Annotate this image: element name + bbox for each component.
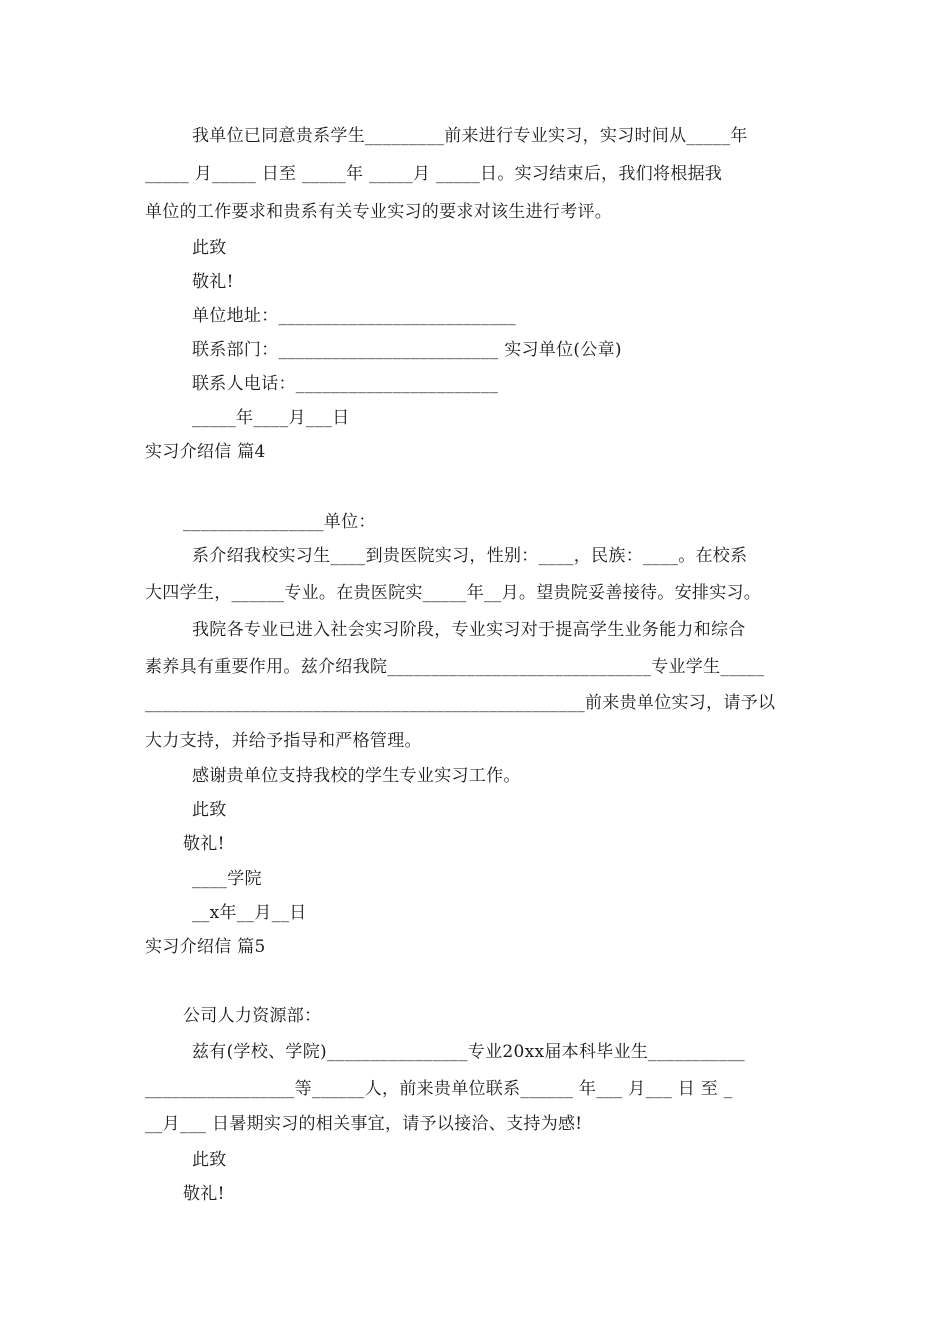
paragraph-line: 单位的工作要求和贵系有关专业实习的要求对该生进行考评。 — [145, 202, 613, 222]
salutation-line: 敬礼! — [183, 1184, 225, 1204]
date-line: _____年____月___日 — [192, 408, 350, 428]
paragraph-line: _________________等______人，前来贵单位联系______ 年___ 月___ 日 至 _ — [145, 1079, 733, 1099]
recipient-line: 公司人力资源部： — [183, 1006, 322, 1026]
recipient-line: ________________单位： — [183, 512, 376, 532]
section-heading: 实习介绍信 篇4 — [145, 442, 266, 462]
paragraph-line: 素养具有重要作用。兹介绍我院______________________________专业学生_____ — [145, 657, 765, 677]
department-line: 联系部门：_________________________ 实习单位(公章) — [192, 340, 622, 360]
paragraph-line: __________________________________________________前来贵单位实习，请予以 — [145, 693, 776, 713]
paragraph-line: 兹有(学校、学院)________________专业20xx届本科毕业生___________ — [192, 1042, 745, 1062]
paragraph-line: 感谢贵单位支持我校的学生专业实习工作。 — [192, 766, 521, 786]
paragraph-line: _____ 月_____ 日至 _____年 _____月 _____日。实习结束后，我们将根据我 — [145, 164, 723, 184]
paragraph-line: 大四学生，______专业。在贵医院实_____年__月。望贵院妥善接待。安排实习。 — [145, 583, 762, 603]
salutation-line: 敬礼! — [183, 834, 225, 854]
date-line: __x年__月__日 — [192, 903, 307, 923]
salutation-line: 此致 — [192, 1150, 227, 1170]
paragraph-line: 大力支持，并给予指导和严格管理。 — [145, 731, 422, 751]
paragraph-line: __月___ 日暑期实习的相关事宜，请予以接洽、支持为感! — [145, 1114, 583, 1134]
salutation-line: 此致 — [192, 238, 227, 258]
salutation-line: 此致 — [192, 800, 227, 820]
paragraph-line: 我单位已同意贵系学生_________前来进行专业实习，实习时间从_____年 — [192, 126, 748, 146]
section-heading: 实习介绍信 篇5 — [145, 937, 266, 957]
paragraph-line: 我院各专业已进入社会实习阶段，专业实习对于提高学生业务能力和综合 — [192, 620, 746, 640]
signature-line: ____学院 — [192, 869, 262, 889]
paragraph-line: 系介绍我校实习生____到贵医院实习，性别：____，民族：____。在校系 — [192, 546, 748, 566]
salutation-line: 敬礼! — [192, 272, 234, 292]
address-line: 单位地址：___________________________ — [192, 306, 517, 326]
phone-line: 联系人电话：_______________________ — [192, 374, 499, 394]
